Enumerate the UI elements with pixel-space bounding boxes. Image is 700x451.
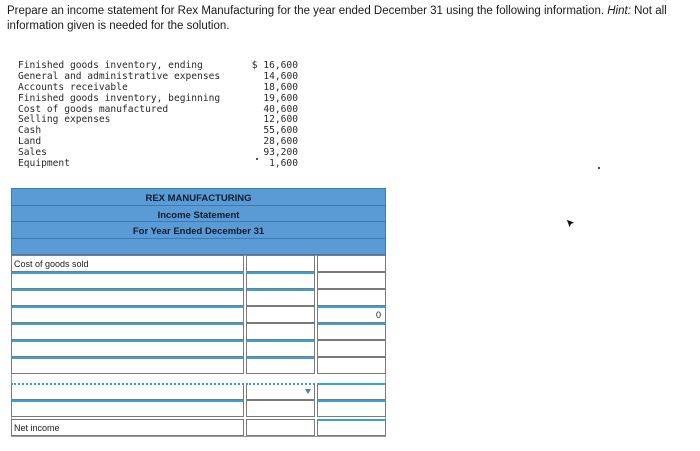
label-input[interactable] bbox=[11, 400, 244, 417]
given-label: Accounts receivable bbox=[18, 81, 128, 93]
given-value: 18,600 bbox=[263, 81, 298, 93]
given-label: Land bbox=[18, 136, 42, 148]
problem-prompt bbox=[7, 4, 687, 34]
given-label: Finished goods inventory, beginning bbox=[18, 92, 221, 104]
total-input[interactable] bbox=[317, 383, 386, 400]
amount-cell bbox=[246, 255, 315, 272]
income-statement-form bbox=[11, 188, 386, 436]
given-value: 40,600 bbox=[263, 103, 298, 115]
given-row bbox=[18, 126, 298, 137]
label-input[interactable] bbox=[11, 289, 244, 306]
given-label: Equipment bbox=[18, 158, 70, 170]
cursor-arrow-icon bbox=[566, 219, 575, 228]
cogs-label: Cost of goods sold bbox=[11, 255, 244, 272]
given-data-table bbox=[18, 61, 298, 170]
table-row bbox=[11, 289, 386, 306]
statement-title-header bbox=[11, 205, 386, 222]
amount-input[interactable] bbox=[246, 289, 315, 306]
given-value: 14,600 bbox=[263, 70, 298, 82]
given-value: 55,600 bbox=[263, 125, 298, 137]
label-input[interactable] bbox=[11, 323, 244, 340]
total-input[interactable] bbox=[317, 323, 386, 340]
amount-input[interactable] bbox=[246, 357, 315, 374]
label-input[interactable] bbox=[11, 357, 244, 374]
statement-title: Income Statement bbox=[157, 210, 240, 221]
prompt-line-2: information given is needed for the solution. bbox=[7, 20, 230, 32]
given-row bbox=[18, 94, 298, 105]
total-cell bbox=[317, 357, 386, 374]
statement-period-header bbox=[11, 221, 386, 239]
prompt-line-1: Prepare an income statement for Rex Manufacturing for the year ended December 31 using the following information. bbox=[7, 5, 605, 17]
given-value: 1,600 bbox=[269, 158, 298, 170]
cogs-total-cell[interactable] bbox=[317, 306, 386, 323]
given-label: Finished goods inventory, ending bbox=[18, 60, 203, 71]
given-value: 12,600 bbox=[263, 114, 298, 126]
table-row bbox=[11, 419, 386, 436]
given-label: Sales bbox=[18, 147, 47, 159]
table-row bbox=[11, 306, 386, 323]
given-row bbox=[18, 115, 298, 126]
label-input[interactable] bbox=[11, 340, 244, 357]
stray-dot bbox=[256, 158, 258, 160]
given-value: 19,600 bbox=[263, 92, 298, 104]
amount-cell bbox=[246, 419, 315, 436]
amount-input[interactable] bbox=[246, 272, 315, 289]
amount-input[interactable] bbox=[246, 340, 315, 357]
given-value: 28,600 bbox=[263, 136, 298, 148]
given-label: Selling expenses bbox=[18, 114, 111, 126]
table-row bbox=[11, 272, 386, 289]
given-row bbox=[18, 137, 298, 148]
amount-cell bbox=[246, 400, 315, 417]
given-value: 93,200 bbox=[263, 147, 298, 159]
table-row bbox=[11, 357, 386, 374]
amount-cell bbox=[246, 306, 315, 323]
total-cell bbox=[317, 255, 386, 272]
label-input[interactable] bbox=[11, 272, 244, 289]
table-row bbox=[11, 340, 386, 357]
hint-label: Hint: bbox=[607, 5, 631, 17]
company-name: REX MANUFACTURING bbox=[145, 193, 252, 204]
given-label: General and administrative expenses bbox=[18, 70, 221, 82]
statement-company-header bbox=[11, 188, 386, 206]
table-row bbox=[11, 323, 386, 340]
table-row bbox=[11, 383, 386, 400]
stray-dot bbox=[598, 167, 600, 169]
column-header-row bbox=[11, 238, 386, 255]
statement-period: For Year Ended December 31 bbox=[132, 226, 265, 237]
total-cell bbox=[317, 340, 386, 357]
given-label: Cash bbox=[18, 125, 42, 137]
table-row bbox=[11, 400, 386, 417]
cogs-total-value: 0 bbox=[375, 310, 381, 320]
total-cell bbox=[317, 289, 386, 306]
given-value: $ 16,600 bbox=[251, 60, 298, 71]
amount-dropdown[interactable] bbox=[246, 383, 315, 400]
net-income-label: Net income bbox=[11, 419, 244, 436]
given-row bbox=[18, 159, 298, 170]
total-input[interactable] bbox=[317, 400, 386, 417]
label-input[interactable] bbox=[11, 306, 244, 323]
total-cell bbox=[317, 272, 386, 289]
amount-cell bbox=[246, 323, 315, 340]
chevron-down-icon[interactable] bbox=[305, 389, 311, 394]
label-dropdown[interactable] bbox=[11, 383, 244, 400]
table-row bbox=[11, 255, 386, 272]
net-income-input[interactable] bbox=[317, 419, 386, 436]
given-label: Cost of goods manufactured bbox=[18, 103, 169, 115]
hint-text: Not all bbox=[634, 5, 667, 17]
